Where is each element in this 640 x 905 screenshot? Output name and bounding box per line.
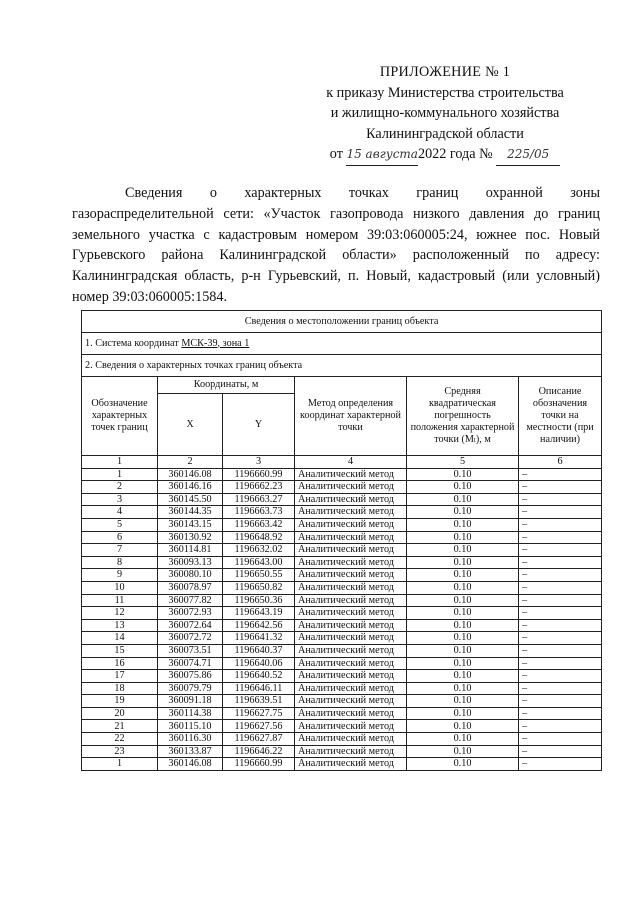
- description: –: [519, 468, 602, 481]
- x-coordinate: 360075.86: [158, 670, 223, 683]
- col-number: 4: [295, 456, 407, 469]
- point-number: 23: [82, 745, 158, 758]
- description: –: [519, 506, 602, 519]
- point-number: 2: [82, 481, 158, 494]
- table-row: [82, 707, 602, 720]
- y-coordinate: 1196663.42: [223, 518, 295, 531]
- x-coordinate: 360146.16: [158, 481, 223, 494]
- boundary-points-table: [81, 310, 602, 771]
- rms-value: 0.10: [407, 556, 519, 569]
- description: –: [519, 607, 602, 620]
- y-coordinate: 1196640.06: [223, 657, 295, 670]
- y-coordinate: 1196627.75: [223, 707, 295, 720]
- x-coordinate: 360133.87: [158, 745, 223, 758]
- x-coordinate: 360116.30: [158, 733, 223, 746]
- description: –: [519, 758, 602, 771]
- description: –: [519, 695, 602, 708]
- rms-value: 0.10: [407, 594, 519, 607]
- col-number: 5: [407, 456, 519, 469]
- header-description: Описание обозначения точки на местности (при наличии): [519, 377, 602, 456]
- point-number: 13: [82, 619, 158, 632]
- coord-system-label: 1. Система координат: [85, 337, 179, 349]
- method: Аналитический метод: [295, 632, 407, 645]
- table-row: [82, 531, 602, 544]
- rms-value: 0.10: [407, 569, 519, 582]
- table-row: [82, 758, 602, 771]
- point-number: 22: [82, 733, 158, 746]
- method: Аналитический метод: [295, 733, 407, 746]
- rms-value: 0.10: [407, 707, 519, 720]
- x-coordinate: 360146.08: [158, 758, 223, 771]
- point-number: 11: [82, 594, 158, 607]
- table-row: [82, 632, 602, 645]
- x-coordinate: 360145.50: [158, 493, 223, 506]
- header-coordinates: Координаты, м: [158, 377, 295, 394]
- point-number: 1: [82, 758, 158, 771]
- header-rms-subscript: t: [473, 436, 476, 444]
- y-coordinate: 1196650.82: [223, 581, 295, 594]
- y-coordinate: 1196663.73: [223, 506, 295, 519]
- x-coordinate: 360114.38: [158, 707, 223, 720]
- rms-value: 0.10: [407, 695, 519, 708]
- x-coordinate: 360093.13: [158, 556, 223, 569]
- method: Аналитический метод: [295, 531, 407, 544]
- table-row: [82, 670, 602, 683]
- method: Аналитический метод: [295, 493, 407, 506]
- header-point-designation: Обозначение характерных точек границ: [82, 377, 158, 456]
- rms-value: 0.10: [407, 745, 519, 758]
- method: Аналитический метод: [295, 695, 407, 708]
- method: Аналитический метод: [295, 581, 407, 594]
- y-coordinate: 1196640.37: [223, 644, 295, 657]
- x-coordinate: 360114.81: [158, 544, 223, 557]
- section-2-label: 2. Сведения о характерных точках границ объекта: [82, 355, 602, 377]
- rms-value: 0.10: [407, 481, 519, 494]
- point-number: 15: [82, 644, 158, 657]
- rms-value: 0.10: [407, 544, 519, 557]
- y-coordinate: 1196663.27: [223, 493, 295, 506]
- method: Аналитический метод: [295, 481, 407, 494]
- x-coordinate: 360077.82: [158, 594, 223, 607]
- method: Аналитический метод: [295, 607, 407, 620]
- rms-value: 0.10: [407, 607, 519, 620]
- y-coordinate: 1196662.23: [223, 481, 295, 494]
- y-coordinate: 1196646.22: [223, 745, 295, 758]
- header-method: Метод определения координат характерной точки: [295, 377, 407, 456]
- point-number: 5: [82, 518, 158, 531]
- table-row: [82, 644, 602, 657]
- header-rms-text: Средняя квадратическая погрешность положения характерной точки (M: [410, 386, 515, 445]
- order-date-line: [330, 144, 560, 166]
- table-row: [82, 556, 602, 569]
- y-coordinate: 1196632.02: [223, 544, 295, 557]
- rms-value: 0.10: [407, 518, 519, 531]
- description: –: [519, 720, 602, 733]
- table-row: [82, 518, 602, 531]
- x-coordinate: 360144.35: [158, 506, 223, 519]
- y-coordinate: 1196660.99: [223, 468, 295, 481]
- header-x: X: [158, 394, 223, 456]
- from-label: от: [329, 146, 343, 162]
- year-label: 2022 года №: [417, 146, 493, 162]
- method: Аналитический метод: [295, 682, 407, 695]
- table-heading: Сведения о местоположении границ объекта: [82, 311, 602, 333]
- table-row: [82, 745, 602, 758]
- appendix-line-1: к приказу Министерства строительства: [326, 84, 564, 101]
- header-rms-unit: ), м: [475, 434, 491, 445]
- method: Аналитический метод: [295, 468, 407, 481]
- point-number: 18: [82, 682, 158, 695]
- x-coordinate: 360078.97: [158, 581, 223, 594]
- method: Аналитический метод: [295, 518, 407, 531]
- table-row: [82, 695, 602, 708]
- description: –: [519, 531, 602, 544]
- description: –: [519, 733, 602, 746]
- x-coordinate: 360072.93: [158, 607, 223, 620]
- intro-paragraph: Сведения о характерных точках границ охранной зоны газораспределительной сети: «Участок газопровода низкого давления до границ земельного участка с кадастровым номером 39:03:060005:24, южнее пос. Новый Гурьевского района Калининградской области» расположенный по адресу: Калининградская область, р-н Гурьевский, п. Новый, кадастровый (или условный) номер 39:03:060005:1584.: [72, 185, 600, 305]
- point-number: 4: [82, 506, 158, 519]
- rms-value: 0.10: [407, 531, 519, 544]
- point-number: 17: [82, 670, 158, 683]
- description: –: [519, 707, 602, 720]
- description: –: [519, 481, 602, 494]
- method: Аналитический метод: [295, 544, 407, 557]
- point-number: 21: [82, 720, 158, 733]
- description: –: [519, 657, 602, 670]
- description: –: [519, 581, 602, 594]
- method: Аналитический метод: [295, 758, 407, 771]
- y-coordinate: 1196648.92: [223, 531, 295, 544]
- y-coordinate: 1196643.19: [223, 607, 295, 620]
- table-row: [82, 594, 602, 607]
- y-coordinate: 1196639.51: [223, 695, 295, 708]
- description: –: [519, 745, 602, 758]
- table-row: [82, 682, 602, 695]
- header-y: Y: [223, 394, 295, 456]
- coord-system-row: [82, 333, 602, 355]
- appendix-line-3: Калининградской области: [366, 125, 524, 142]
- rms-value: 0.10: [407, 657, 519, 670]
- rms-value: 0.10: [407, 493, 519, 506]
- y-coordinate: 1196660.99: [223, 758, 295, 771]
- method: Аналитический метод: [295, 745, 407, 758]
- method: Аналитический метод: [295, 619, 407, 632]
- x-coordinate: 360073.51: [158, 644, 223, 657]
- point-number: 10: [82, 581, 158, 594]
- description: –: [519, 632, 602, 645]
- table-row: [82, 569, 602, 582]
- point-number: 9: [82, 569, 158, 582]
- description: –: [519, 556, 602, 569]
- header-rms-error: [407, 377, 519, 456]
- rms-value: 0.10: [407, 682, 519, 695]
- y-coordinate: 1196641.32: [223, 632, 295, 645]
- method: Аналитический метод: [295, 720, 407, 733]
- x-coordinate: 360146.08: [158, 468, 223, 481]
- table-row: [82, 619, 602, 632]
- method: Аналитический метод: [295, 569, 407, 582]
- method: Аналитический метод: [295, 644, 407, 657]
- col-number: 2: [158, 456, 223, 469]
- handwritten-order-number: 225/05: [496, 144, 560, 166]
- description: –: [519, 670, 602, 683]
- table-row: [82, 493, 602, 506]
- description: –: [519, 544, 602, 557]
- column-number-row: [82, 456, 602, 469]
- x-coordinate: 360080.10: [158, 569, 223, 582]
- method: Аналитический метод: [295, 670, 407, 683]
- y-coordinate: 1196627.56: [223, 720, 295, 733]
- x-coordinate: 360115.10: [158, 720, 223, 733]
- y-coordinate: 1196640.52: [223, 670, 295, 683]
- description: –: [519, 493, 602, 506]
- method: Аналитический метод: [295, 707, 407, 720]
- table-row: [82, 657, 602, 670]
- point-number: 19: [82, 695, 158, 708]
- table-row: [82, 544, 602, 557]
- x-coordinate: 360143.15: [158, 518, 223, 531]
- col-number: 1: [82, 456, 158, 469]
- rms-value: 0.10: [407, 468, 519, 481]
- description: –: [519, 644, 602, 657]
- y-coordinate: 1196627.87: [223, 733, 295, 746]
- table-row: [82, 468, 602, 481]
- method: Аналитический метод: [295, 594, 407, 607]
- description: –: [519, 682, 602, 695]
- rms-value: 0.10: [407, 581, 519, 594]
- y-coordinate: 1196650.36: [223, 594, 295, 607]
- point-number: 20: [82, 707, 158, 720]
- table-row: [82, 506, 602, 519]
- rms-value: 0.10: [407, 644, 519, 657]
- y-coordinate: 1196646.11: [223, 682, 295, 695]
- table-row: [82, 733, 602, 746]
- description: –: [519, 569, 602, 582]
- method: Аналитический метод: [295, 506, 407, 519]
- x-coordinate: 360072.72: [158, 632, 223, 645]
- point-number: 8: [82, 556, 158, 569]
- x-coordinate: 360091.18: [158, 695, 223, 708]
- point-number: 6: [82, 531, 158, 544]
- point-number: 1: [82, 468, 158, 481]
- table-row: [82, 481, 602, 494]
- coord-system-value: МСК-39, зона 1: [181, 337, 250, 349]
- appendix-block: [300, 62, 590, 166]
- description: –: [519, 619, 602, 632]
- point-number: 14: [82, 632, 158, 645]
- point-number: 16: [82, 657, 158, 670]
- y-coordinate: 1196642.56: [223, 619, 295, 632]
- x-coordinate: 360074.71: [158, 657, 223, 670]
- y-coordinate: 1196650.55: [223, 569, 295, 582]
- col-number: 6: [519, 456, 602, 469]
- rms-value: 0.10: [407, 670, 519, 683]
- point-number: 7: [82, 544, 158, 557]
- rms-value: 0.10: [407, 720, 519, 733]
- rms-value: 0.10: [407, 632, 519, 645]
- method: Аналитический метод: [295, 556, 407, 569]
- point-number: 12: [82, 607, 158, 620]
- y-coordinate: 1196643.00: [223, 556, 295, 569]
- col-number: 3: [223, 456, 295, 469]
- rms-value: 0.10: [407, 506, 519, 519]
- method: Аналитический метод: [295, 657, 407, 670]
- rms-value: 0.10: [407, 619, 519, 632]
- rms-value: 0.10: [407, 733, 519, 746]
- description: –: [519, 594, 602, 607]
- table-row: [82, 607, 602, 620]
- x-coordinate: 360130.92: [158, 531, 223, 544]
- appendix-title: ПРИЛОЖЕНИЕ № 1: [379, 64, 511, 80]
- rms-value: 0.10: [407, 758, 519, 771]
- appendix-line-2: и жилищно-коммунального хозяйства: [330, 105, 560, 121]
- x-coordinate: 360072.64: [158, 619, 223, 632]
- description: –: [519, 518, 602, 531]
- handwritten-date: 15 августа: [346, 144, 418, 166]
- table-row: [82, 581, 602, 594]
- table-row: [82, 720, 602, 733]
- x-coordinate: 360079.79: [158, 682, 223, 695]
- point-number: 3: [82, 493, 158, 506]
